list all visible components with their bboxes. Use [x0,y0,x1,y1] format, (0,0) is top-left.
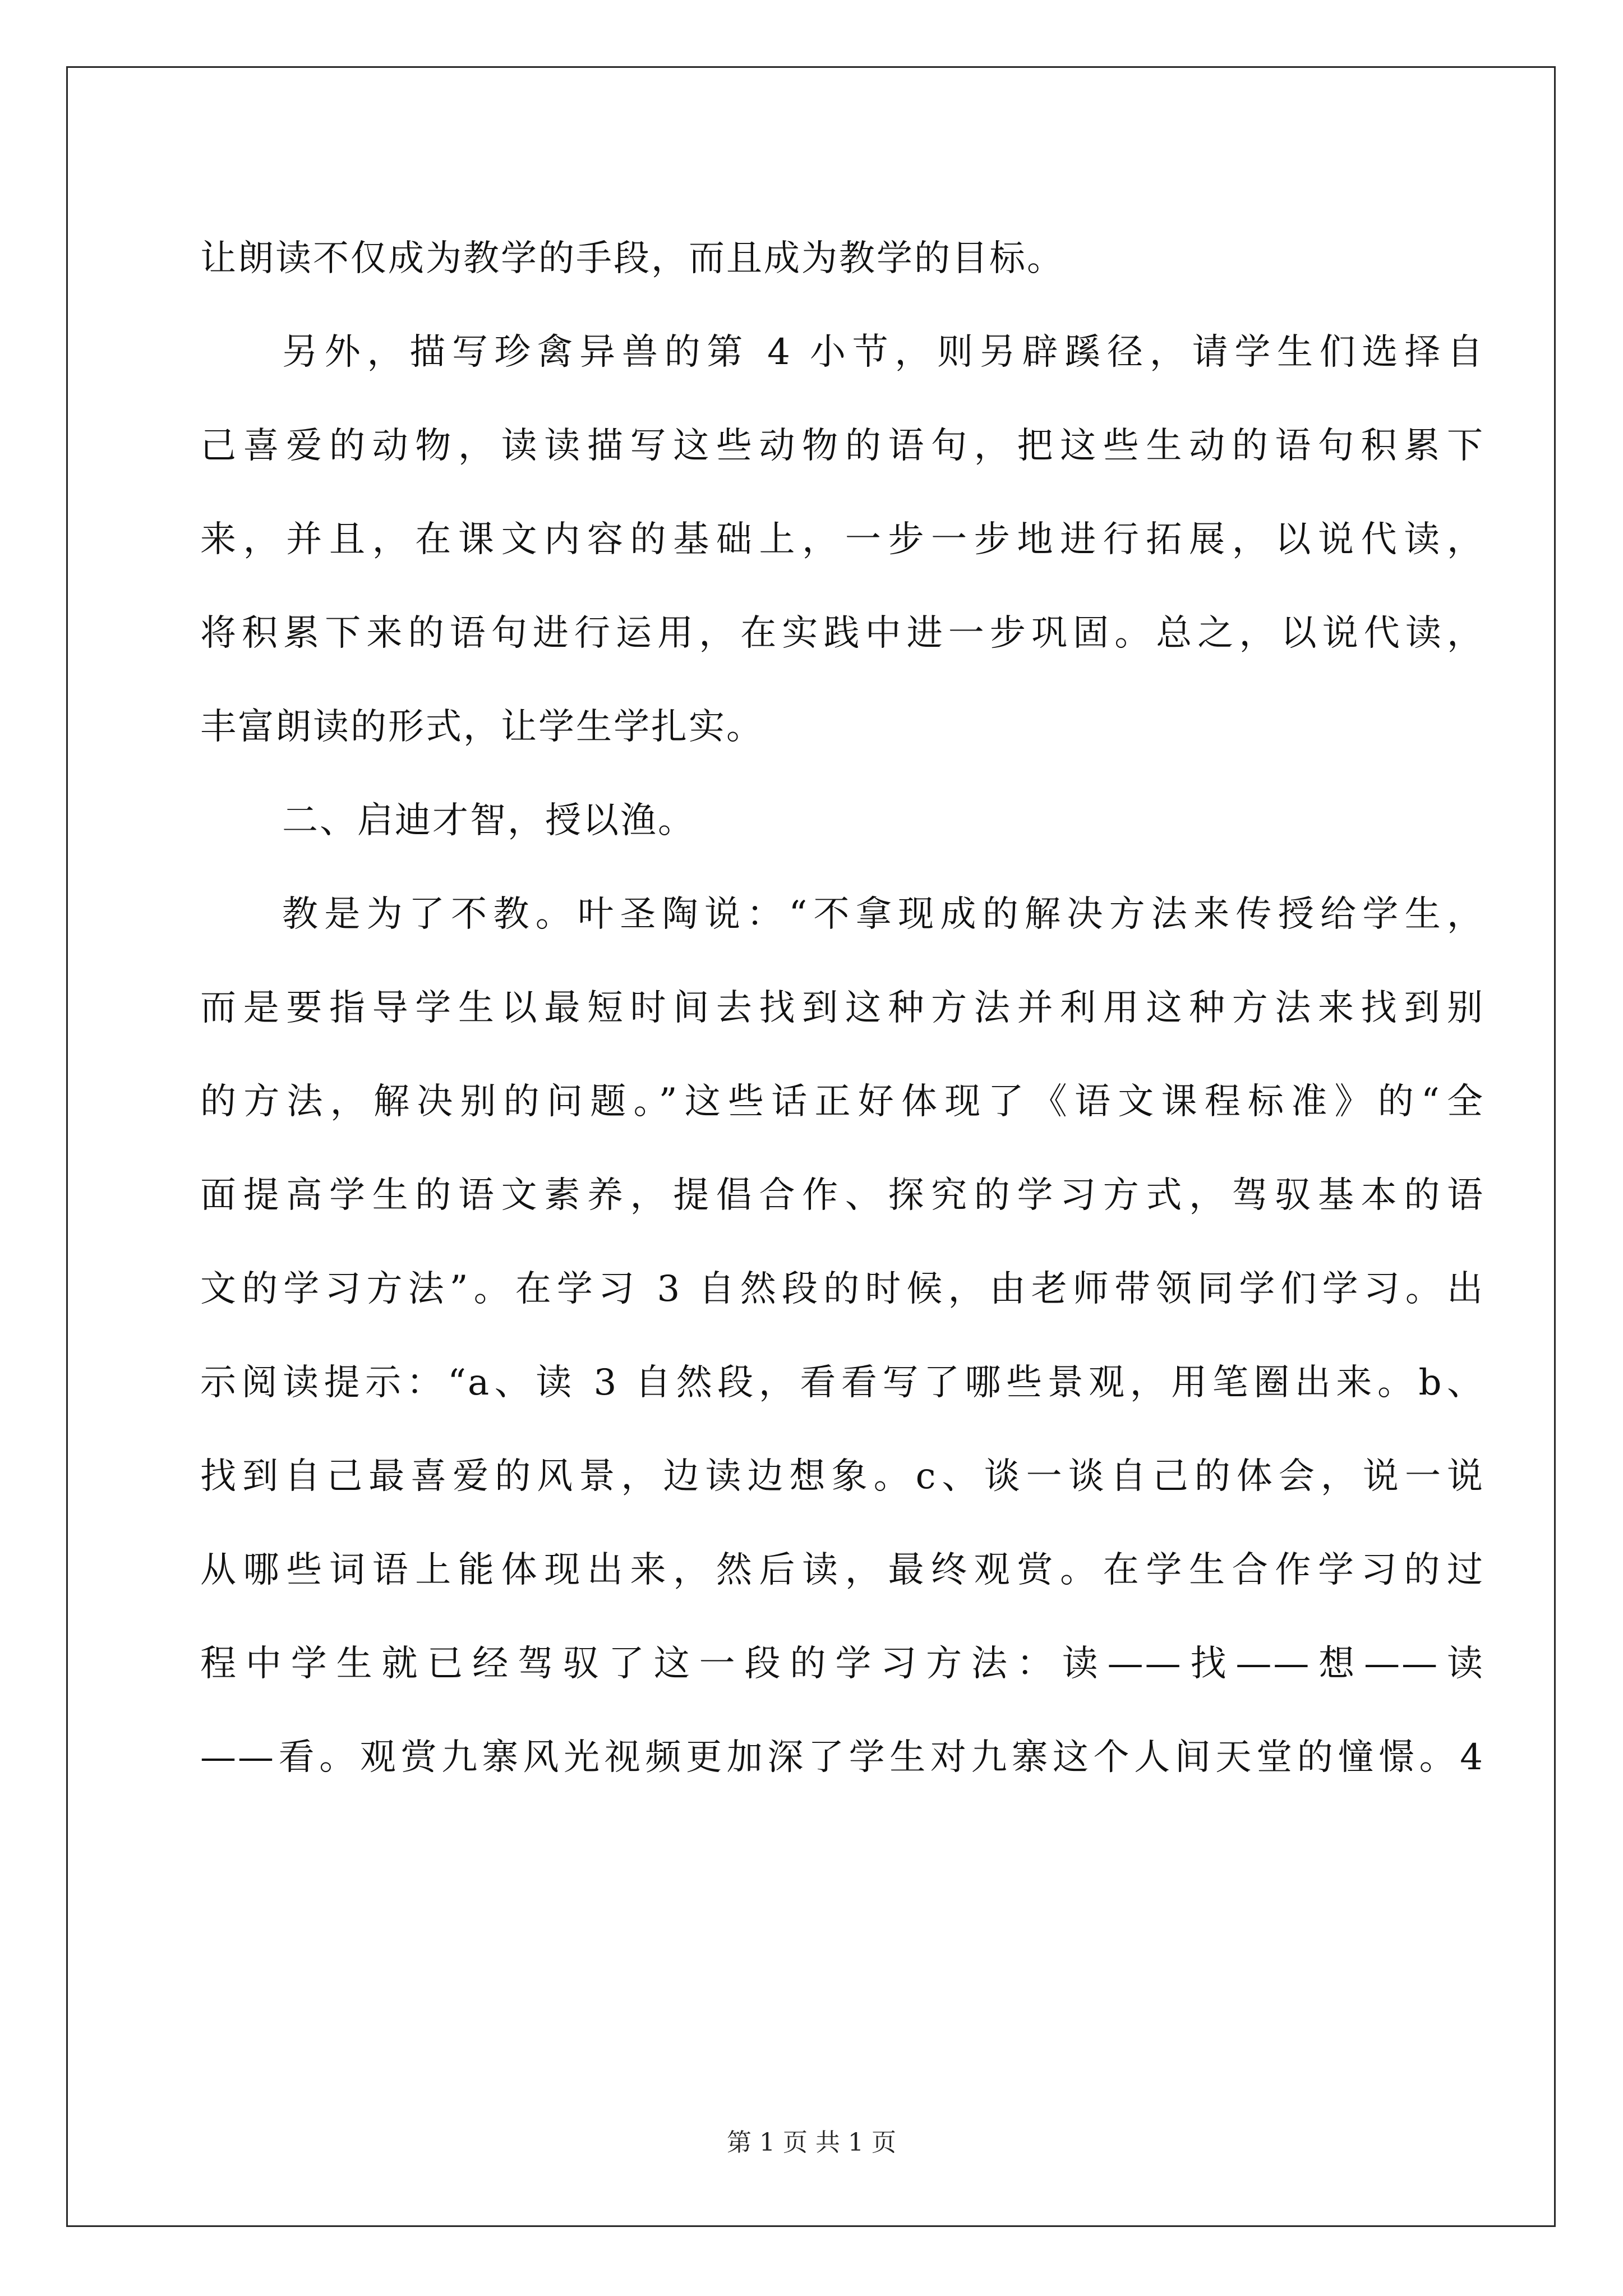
page-number-footer: 第 1 页 共 1 页 [727,2128,896,2157]
text-line: 教是为了不教。叶圣陶说：“不拿现成的解决方法来传授给学生， [282,894,1484,935]
document-body [200,212,1484,1805]
text-line: 来，并且，在课文内容的基础上，一步一步地进行拓展，以说代读， [200,519,1484,560]
text-line: 让朗读不仅成为教学的手段，而且成为教学的目标。 [200,238,1064,279]
text-line: 文的学习方法”。在学习 3 自然段的时候，由老师带领同学们学习。出 [200,1268,1484,1310]
text-line: 己喜爱的动物，读读描写这些动物的语句，把这些生动的语句积累下 [200,425,1484,467]
text-line: 另外，描写珍禽异兽的第 4 小节，则另辟蹊径，请学生们选择自 [282,332,1484,373]
text-line: 找到自己最喜爱的风景，边读边想象。c、谈一谈自己的体会，说一说 [200,1456,1484,1497]
text-line: 丰富朗读的形式，让学生学扎实。 [200,706,764,748]
text-line: 将积累下来的语句进行运用，在实践中进一步巩固。总之，以说代读， [200,613,1484,654]
text-line: 面提高学生的语文素养，提倡合作、探究的学习方式，驾驭基本的语 [200,1175,1484,1216]
section-heading: 二、启迪才智，授以渔。 [282,800,695,841]
text-line: 的方法，解决别的问题。”这些话正好体现了《语文课程标准》的“全 [200,1081,1484,1122]
text-line: 程中学生就已经驾驭了这一段的学习方法：读——找——想——读 [200,1643,1484,1685]
text-line: ——看。观赏九寨风光视频更加深了学生对九寨这个人间天堂的憧憬。4 [200,1737,1484,1778]
text-line: 而是要指导学生以最短时间去找到这种方法并利用这种方法来找到别 [200,987,1484,1029]
text-line: 从哪些词语上能体现出来，然后读，最终观赏。在学生合作学习的过 [200,1549,1484,1591]
text-line: 示阅读提示：“a、读 3 自然段，看看写了哪些景观，用笔圈出来。b、 [200,1362,1484,1404]
